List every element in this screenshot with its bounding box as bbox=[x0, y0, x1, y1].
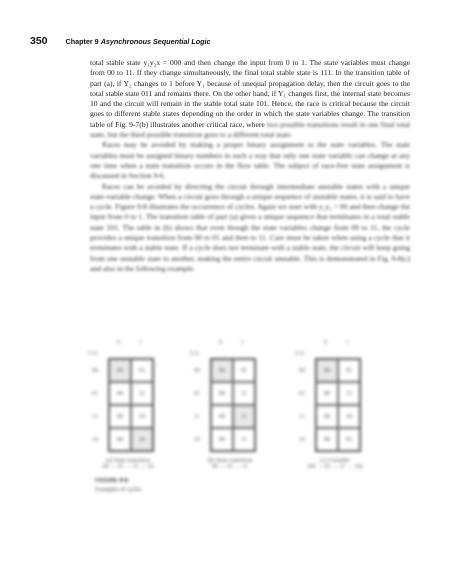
figure-cycles bbox=[0, 340, 474, 500]
input-column-header: 0 bbox=[324, 340, 327, 346]
paragraph-cycles: Races can be avoided by directing the circuit through intermediate unstable states with a unique state-variable change. When a circuit goes through a unique sequence of unstable states, it is said to have a cycle. Figure 9-8 illustrates the occurrence of cycles. Again we start with y₁y₂ = 00 and then change the input from 0 to 1. The transition table of part (a) gives a unique sequence that terminates in a total stable state 101. The table in (b) shows that even though the state variables change from 00 to 11, the cycle provides a unique transition from 00 to 01 and then to 11. Care must be taken when using a cycle that it terminates with a stable state. If a cycle does not terminate with a stable state, the circuit will keep going from one unstable state to another, making the entire circuit unstable. This is demonstrated in Fig. 9-8(c) and also in the following example. bbox=[90, 181, 410, 273]
table-cell: 00 bbox=[211, 428, 233, 451]
state-row-header: 00 bbox=[194, 368, 200, 374]
state-row-header: 01 bbox=[299, 391, 305, 397]
table-cell: 00 bbox=[109, 382, 131, 405]
table-cell: 00 bbox=[316, 359, 338, 382]
state-row-header: 10 bbox=[299, 437, 305, 443]
state-row-header: 01 bbox=[194, 391, 200, 397]
table-cell: 11 bbox=[233, 405, 255, 428]
input-column-header: 0 bbox=[117, 340, 120, 346]
table-cell: 00 bbox=[109, 405, 131, 428]
table-cell: 01 bbox=[338, 359, 360, 382]
table-cell: 00 bbox=[211, 359, 233, 382]
paragraph-blurred-continuation: two possible transitions result in one final total state, but the third possible transition goes to a different total state. bbox=[90, 119, 410, 140]
table-cell: 10 bbox=[131, 428, 153, 451]
chapter-number: Chapter 9 bbox=[65, 37, 99, 46]
table-cell: 11 bbox=[233, 382, 255, 405]
state-row-header: 11 bbox=[194, 414, 200, 420]
figure-label: FIGURE 9-8 bbox=[95, 478, 129, 484]
table-cell: 00 bbox=[109, 359, 131, 382]
page-header bbox=[30, 35, 211, 47]
table-cell: 10 bbox=[338, 405, 360, 428]
chapter-title: Asynchronous Sequential Logic bbox=[100, 37, 211, 46]
page-number: 350 bbox=[30, 35, 48, 47]
state-variable-label: y₁y₂ bbox=[88, 350, 99, 356]
table-cell: 00 bbox=[211, 405, 233, 428]
state-row-header: 00 bbox=[299, 368, 305, 374]
table-cell: 00 bbox=[316, 428, 338, 451]
table-cell: 00 bbox=[109, 428, 131, 451]
running-head bbox=[66, 37, 211, 46]
input-column-header: 0 bbox=[219, 340, 222, 346]
transition-grid bbox=[210, 358, 256, 452]
body-text bbox=[90, 58, 410, 274]
table-cell: 11 bbox=[131, 382, 153, 405]
table-cell: 00 bbox=[316, 382, 338, 405]
table-cell: 11 bbox=[233, 428, 255, 451]
table-cell: 11 bbox=[338, 382, 360, 405]
paragraph-races: Races may be avoided by making a proper binary assignment to the state variables. The state variables must be assigned binary numbers in such a way that only one state variable can change at any one time when a state transition occurs in the flow table. The subject of race-free state assignment is discussed in Section 9-6. bbox=[90, 140, 410, 181]
table-caption: (b) State transition 00 → 01 → 11 bbox=[207, 458, 253, 470]
input-column-header: 1 bbox=[346, 340, 349, 346]
state-row-header: 11 bbox=[299, 414, 305, 420]
paragraph-sharp bbox=[90, 58, 410, 140]
state-row-header: 10 bbox=[92, 437, 98, 443]
state-variable-label: y₁y₂ bbox=[190, 350, 201, 356]
state-row-header: 01 bbox=[92, 391, 98, 397]
table-cell: 10 bbox=[131, 405, 153, 428]
state-row-header: 11 bbox=[92, 414, 98, 420]
figure-subtitle: Examples of cycles bbox=[95, 487, 142, 493]
table-cell: 01 bbox=[338, 428, 360, 451]
table-caption: (c) Unstable (00 → 01 → 11 → 10) bbox=[307, 458, 363, 470]
state-row-header: 10 bbox=[194, 437, 200, 443]
input-column-header: 1 bbox=[241, 340, 244, 346]
input-column-header: 1 bbox=[139, 340, 142, 346]
state-variable-label: y₁y₂ bbox=[295, 350, 306, 356]
table-cell: 00 bbox=[211, 382, 233, 405]
table-cell: 01 bbox=[131, 359, 153, 382]
transition-grid bbox=[108, 358, 154, 452]
table-cell: 01 bbox=[233, 359, 255, 382]
state-row-header: 00 bbox=[92, 368, 98, 374]
table-cell: 00 bbox=[316, 405, 338, 428]
transition-grid bbox=[315, 358, 361, 452]
table-caption: (a) State transition 00 → 01 → 11 → 10 bbox=[102, 458, 154, 470]
paragraph-sharp-text: total stable state y₁y₂x = 000 and then change the input from 0 to 1. The state variables must change from 00 to 11. If they change simultaneously, the final total stable state is 111. In the transition table of part (a), if Y₂ changes to 1 before Y₁ because of unequal propagation delay, then the circuit goes to the total stable state 011 and remains there. On the other hand, if Y₁ changes first, the internal state becomes 10 and the circuit will remain in the stable total state 101. Hence, the race is critical because the circuit goes to different stable states depending on the order in which the state variables change. The transition table of Fig. 9-7(b) illustrates another critical race, where bbox=[90, 58, 410, 129]
